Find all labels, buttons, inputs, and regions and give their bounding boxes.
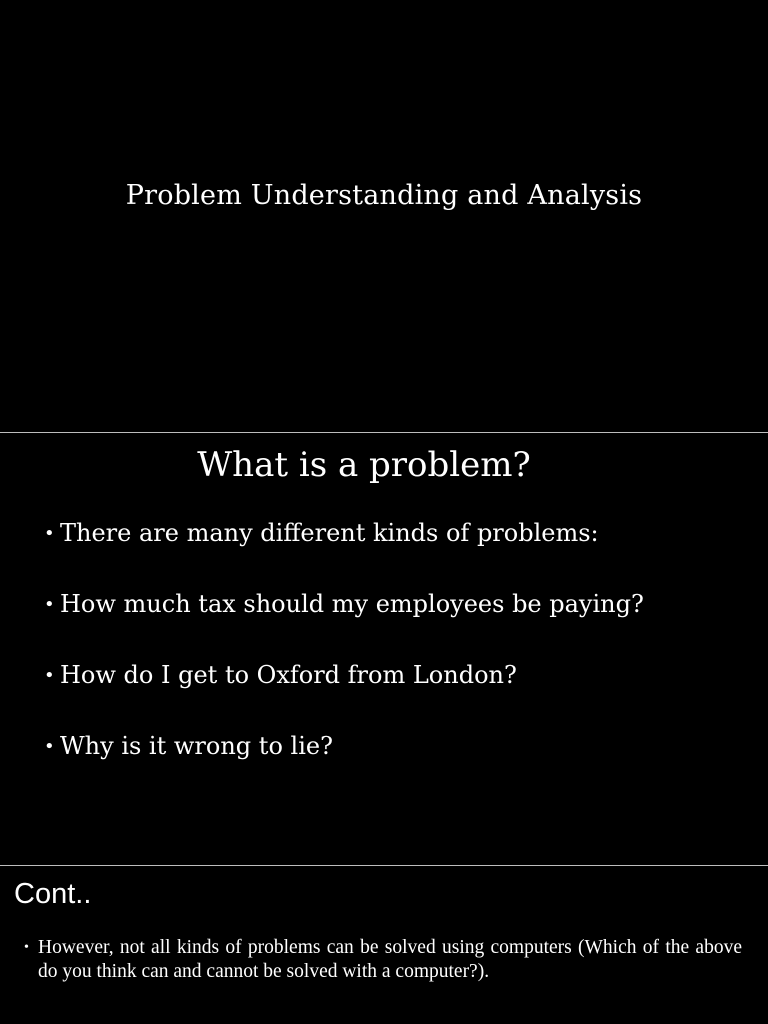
- slide-3-bullet-list: [24, 936, 742, 984]
- bullet-text: However, not all kinds of problems can be solved using computers (Which of the above do you think can and cannot be solved with a computer?).: [38, 937, 742, 982]
- bullet-icon: •: [44, 523, 55, 544]
- slide-3-title: Cont..: [14, 878, 92, 910]
- bullet-item: [44, 657, 644, 728]
- bullet-item: [44, 728, 644, 799]
- slide-3: [0, 866, 768, 1024]
- bullet-icon: •: [44, 665, 55, 686]
- bullet-text: Why is it wrong to lie?: [60, 732, 333, 760]
- bullet-icon: •: [44, 594, 55, 615]
- bullet-text: There are many different kinds of problems:: [60, 519, 599, 547]
- bullet-item: [24, 936, 742, 984]
- slide-2-bullet-list: [44, 515, 644, 799]
- slide-1-title: Problem Understanding and Analysis: [125, 180, 643, 211]
- bullet-item: [44, 586, 644, 657]
- bullet-text: How much tax should my employees be paying?: [60, 590, 644, 618]
- bullet-item: [44, 515, 644, 586]
- slide-1: [0, 0, 768, 432]
- bullet-icon: •: [44, 736, 55, 757]
- slide-2-title: What is a problem?: [197, 445, 531, 485]
- slide-2: [0, 433, 768, 865]
- bullet-text: How do I get to Oxford from London?: [60, 661, 517, 689]
- bullet-icon: •: [24, 940, 29, 955]
